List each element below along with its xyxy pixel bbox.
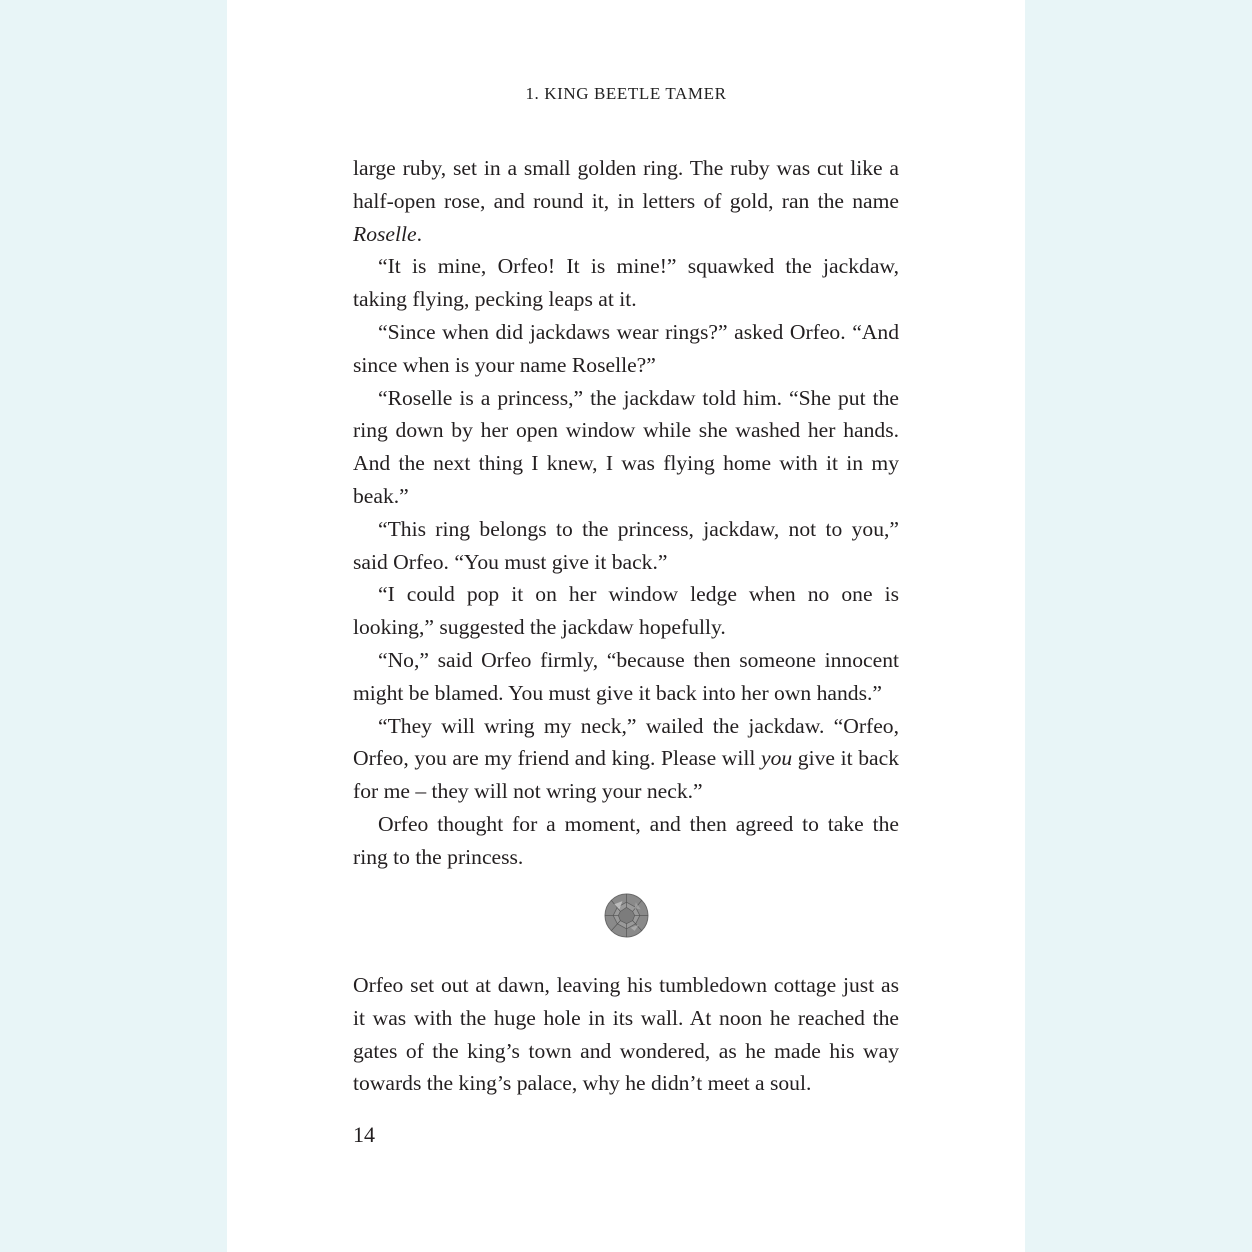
paragraph: “It is mine, Orfeo! It is mine!” squawked the jackdaw, taking flying, pecking leaps at it. <box>353 254 899 312</box>
text-block-1 <box>353 152 899 874</box>
paragraph-text: large ruby, set in a small golden ring. The ruby was cut like a half-open rose, and round it, in letters of gold, ran the name <box>353 156 899 213</box>
paragraph: “This ring belongs to the princess, jackdaw, not to you,” said Orfeo. “You must give it back.” <box>353 516 899 574</box>
paragraph: “I could pop it on her window ledge when no one is looking,” suggested the jackdaw hopefully. <box>353 582 899 640</box>
paragraph-text: give it back for me – they will not wring your neck.” <box>353 746 899 804</box>
paragraph <box>353 152 899 250</box>
paragraph: “Since when did jackdaws wear rings?” asked Orfeo. “And since when is your name Roselle?” <box>353 319 899 377</box>
page-number: 14 <box>353 1122 375 1147</box>
paragraph: Orfeo set out at dawn, leaving his tumbledown cottage just as it was with the huge hole in its wall. At noon he reached the gates of the king’s town and wondered, as he made his way towards the king’s palace, why he didn’t meet a soul. <box>353 973 899 1096</box>
paragraph <box>353 710 899 808</box>
italic-name: Roselle <box>353 221 417 246</box>
italic-emphasis: you <box>761 746 793 771</box>
running-head: 1. KING BEETLE TAMER <box>525 84 727 103</box>
text-block-2 <box>353 969 899 1100</box>
paragraph: “No,” said Orfeo firmly, “because then someone innocent might be blamed. You must give it back into her own hands.” <box>353 647 899 705</box>
paragraph: “Roselle is a princess,” the jackdaw told him. “She put the ring down by her open window while she washed her hands. And the next thing I knew, I was flying home with it in my beak.” <box>353 385 899 508</box>
paragraph-text: . <box>416 221 422 246</box>
book-page <box>227 0 1025 1252</box>
gem-icon <box>604 893 649 938</box>
paragraph: Orfeo thought for a moment, and then agreed to take the ring to the princess. <box>353 811 899 869</box>
paragraph-text: “They will wring my neck,” wailed the jackdaw. “Orfeo, Orfeo, you are my friend and king. Please will <box>353 713 899 771</box>
